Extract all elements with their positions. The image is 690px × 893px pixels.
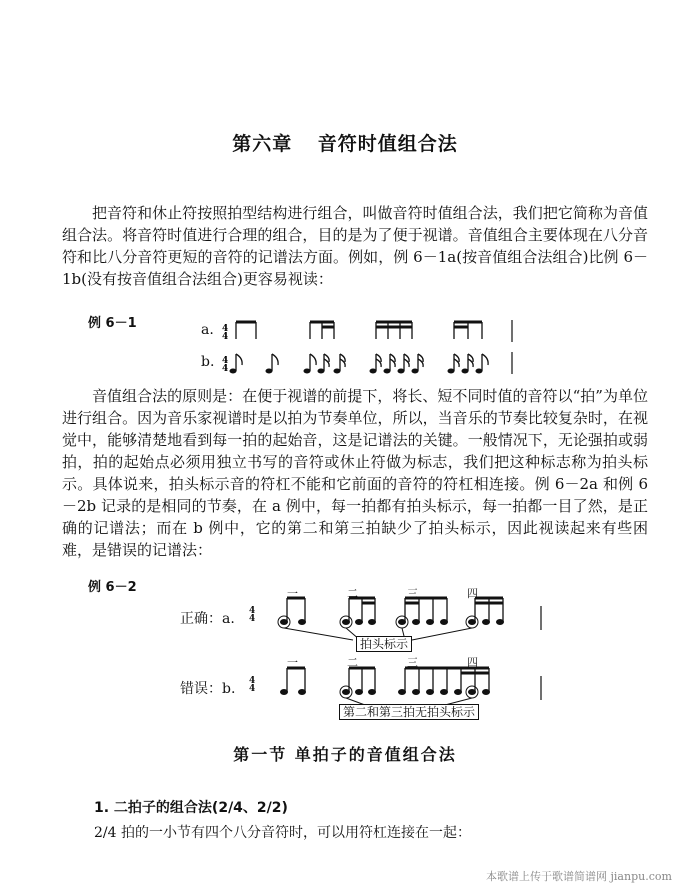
example-6-1-row-a-label: a. xyxy=(201,322,214,338)
example-6-2-notation xyxy=(245,596,545,708)
example-6-2-wrong-label: 错误：b. xyxy=(180,681,236,697)
beamed-group-a4 xyxy=(454,322,482,339)
time-signature-2b: 4 xyxy=(249,676,256,686)
section-title: 第一节 单拍子的音值组合法 xyxy=(233,745,457,764)
beat-number-1a: 一 xyxy=(287,587,298,600)
beat-number-4a: 四 xyxy=(467,587,478,600)
subheading: 1. 二拍子的组合法(2/4、2/2) xyxy=(94,800,288,816)
example-6-2-correct-label: 正确：a. xyxy=(180,611,235,627)
correct-notation-row-a xyxy=(287,598,503,622)
wrong-notation-row-b xyxy=(287,668,489,692)
beat-head-circles-b xyxy=(340,686,478,705)
example-6-2-label: 例 6－2 xyxy=(88,580,137,595)
svg-text:4: 4 xyxy=(249,684,256,694)
noteheads-row-2b xyxy=(280,689,490,695)
paragraph-principle: 音值组合法的原则是：在便于视谱的前提下，将长、短不同时值的音符以“拍”为单位进行组合。因为音乐家视谱时是以拍为节奏单位，所以，当音乐的节奏比较复杂时，在视觉中，能够清楚地看到每一拍的起始音，这是记谱法的关键。一般情况下，无论强拍或弱拍，拍的起始点必须用独立书写的音符或休止符做为标志，我们把这种标志称为拍头标示。具体说来，拍头标示音的符杠不能和它前面的音符的符杠相连接。例 6－2a 和例 6－2b 记录的是相同的节奏，在 a 例中，每一拍都有拍头标示，每一拍都一目了然，是正确的记谱法；而在 b 例中，它的第二和第三拍缺少了拍头标示，因此视读起来有些困难，是错误的记谱法： xyxy=(62,387,648,559)
beamed-sixteenths-group-a3 xyxy=(376,322,412,339)
chapter-title: 第六章 音符时值组合法 xyxy=(232,133,458,155)
beat-number-2b: 二 xyxy=(347,656,358,669)
noteheads-row-2a xyxy=(280,619,504,625)
time-signature-2a: 4 xyxy=(249,606,256,616)
beat-number-3a: 三 xyxy=(407,587,418,600)
example-6-1-label: 例 6－1 xyxy=(88,316,137,331)
svg-text:4: 4 xyxy=(222,332,229,342)
svg-text:4: 4 xyxy=(249,614,256,624)
callout-beat-head: 拍头标示 xyxy=(356,636,412,652)
example-6-1-notation xyxy=(214,312,524,376)
example-6-1-row-b-label: b. xyxy=(201,354,215,370)
beamed-sixteenths-group-a2 xyxy=(310,322,334,339)
subline: 2/4 拍的一小节有四个八分音符时，可以用符杠连接在一起： xyxy=(94,825,471,841)
flagged-notes-row-b xyxy=(236,354,488,371)
svg-text:4: 4 xyxy=(222,364,229,374)
watermark-footer: 本歌谱上传于歌谱简谱网 jianpu.com xyxy=(486,870,672,883)
time-signature-b: 4 xyxy=(222,356,229,366)
beat-number-2a: 二 xyxy=(347,587,358,600)
beamed-eighths-group-a1 xyxy=(236,322,256,339)
paragraph-intro: 把音符和休止符按照拍型结构进行组合，叫做音符时值组合法，我们把它简称为音值组合法。将音符时值进行合理的组合，目的是为了便于视谱。音值组合主要体现在八分音符和比八分音符更短的音符的记谱法方面。例如，例 6－1a(按音值组合法组合)比例 6－1b(没有按音值组合法组合)更容易视读： xyxy=(62,204,648,288)
noteheads-row-b xyxy=(230,369,483,374)
beat-number-3b: 三 xyxy=(407,656,418,669)
beat-number-1b: 一 xyxy=(287,656,298,669)
beat-number-4b: 四 xyxy=(467,656,478,669)
callout-missing-beat-head: 第二和第三拍无拍头标示 xyxy=(339,704,479,720)
time-signature-a: 4 xyxy=(222,324,229,334)
